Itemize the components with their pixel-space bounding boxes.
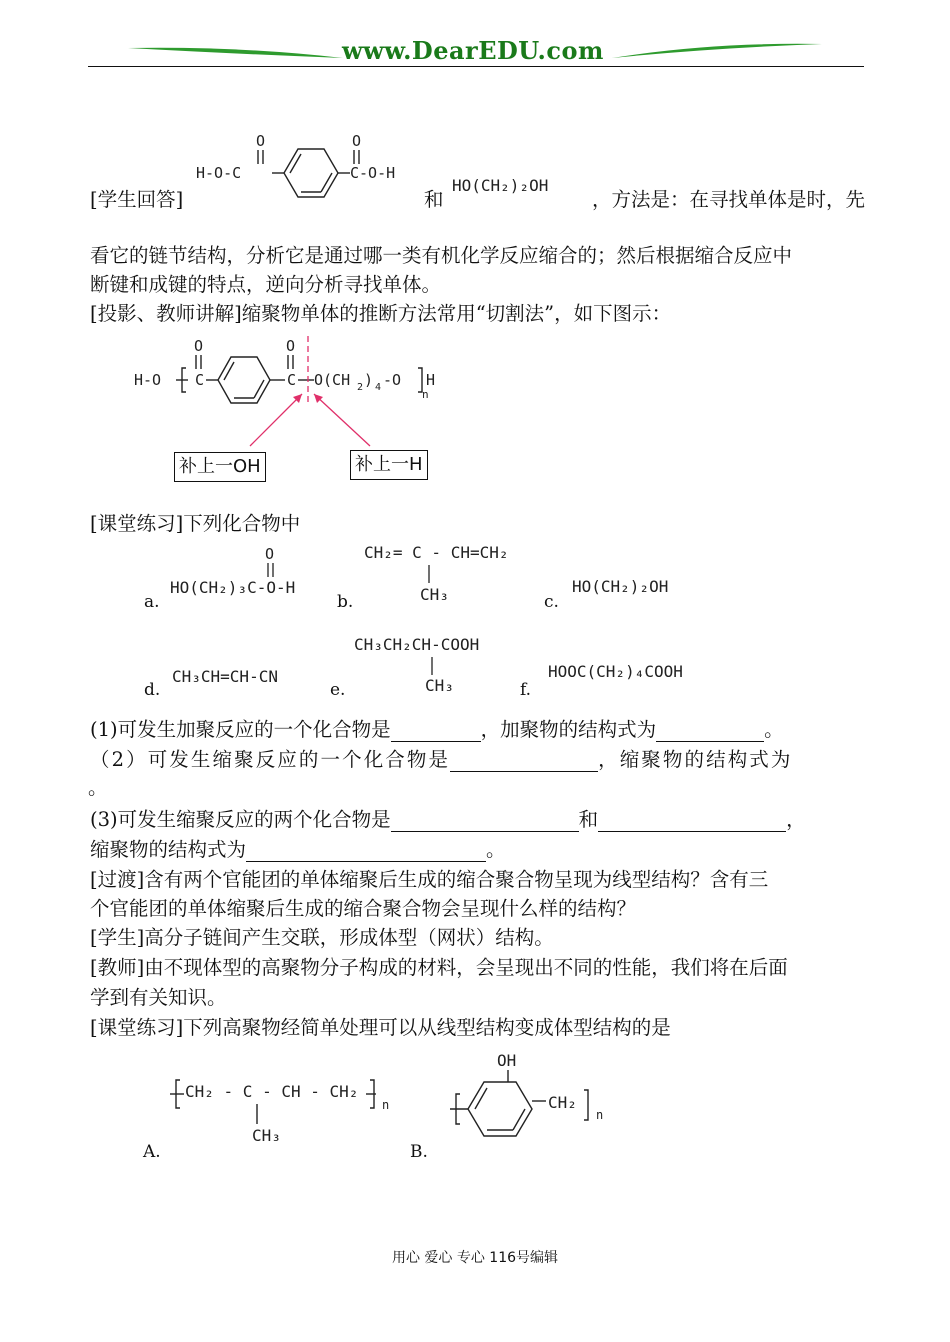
header-swoosh-right-icon <box>612 40 822 64</box>
question-3-and: 和 <box>578 808 599 831</box>
student-answer-label: [学生回答] <box>90 188 184 211</box>
svg-text:O: O <box>265 545 275 563</box>
question-2-end: 。 <box>88 776 108 799</box>
question-3-comma: ， <box>786 808 806 831</box>
teacher-paragraph: [教师]由不现体型的高聚物分子构成的材料，会呈现出不同的性能，我们将在后面 <box>90 956 788 979</box>
svg-text:H-O: H-O <box>134 371 162 389</box>
question-1-end: 。 <box>764 718 784 741</box>
choice-a-label[interactable]: A. <box>143 1142 161 1162</box>
option-b-bond <box>425 563 433 585</box>
question-3-end: 。 <box>486 838 506 861</box>
answer-blank-3a[interactable] <box>391 811 579 832</box>
question-1-text: (1)可发生加聚反应的一个化合物是 <box>90 718 391 741</box>
svg-text:O: O <box>194 337 204 355</box>
transition-paragraph: [过渡]含有两个官能团的单体缩聚后生成的缩合聚合物呈现为线型结构？含有三 <box>90 868 769 891</box>
svg-text:-O: -O <box>383 371 402 389</box>
header-rule <box>88 66 864 67</box>
svg-text:H: H <box>426 371 436 389</box>
question-3-line-2 <box>90 838 506 862</box>
add-h-box: 补上一H <box>350 450 428 480</box>
svg-text:2: 2 <box>357 382 364 393</box>
svg-text:O: O <box>286 337 296 355</box>
method-line-2: 看它的链节结构，分析它是通过哪一类有机化学反应缩合的；然后根据缩合反应中 <box>90 244 793 267</box>
question-2-text-b: ，缩聚物的结构式为 <box>598 748 793 771</box>
method-lead: ，方法是：在寻找单体是时，先 <box>592 188 866 211</box>
svg-text:C: C <box>195 371 205 389</box>
option-e-label: e. <box>330 680 346 700</box>
option-b-label: b. <box>337 592 354 612</box>
polymer-a-methyl: CH₃ <box>252 1126 281 1145</box>
question-3-text: (3)可发生缩聚反应的两个化合物是 <box>90 808 391 831</box>
option-a-carbonyl <box>262 544 282 580</box>
option-e-bond <box>428 655 436 677</box>
and-word: 和 <box>424 188 444 211</box>
option-b-methyl: CH₃ <box>420 585 449 604</box>
question-2 <box>90 748 793 772</box>
polymer-a-chain: CH₂ - C - CH - CH₂ <box>185 1082 359 1101</box>
question-1 <box>90 718 784 742</box>
svg-text:O: O <box>352 132 362 150</box>
polymer-b-n: n <box>596 1108 604 1122</box>
polymer-a-n: n <box>382 1098 390 1112</box>
terephthalic-acid-structure <box>192 128 427 212</box>
option-c-formula: HO(CH₂)₂OH <box>572 577 669 596</box>
answer-blank-1a[interactable] <box>391 721 481 742</box>
polymer-b-methylene: CH₂ <box>548 1093 577 1112</box>
site-url[interactable]: www.DearEDU.com <box>342 36 604 65</box>
polyester-cutting-diagram <box>130 334 460 450</box>
cutting-method-text: [投影、教师讲解]缩聚物单体的推断方法常用“切割法”，如下图示： <box>90 302 672 325</box>
option-f-formula: HOOC(CH₂)₄COOH <box>548 662 683 681</box>
svg-text:): ) <box>364 371 374 389</box>
question-2-text: （2）可发生缩聚反应的一个化合物是 <box>90 748 451 771</box>
answer-blank-2[interactable] <box>450 751 598 772</box>
svg-text:C-O-H: C-O-H <box>350 164 396 182</box>
transition-paragraph-2: 个官能团的单体缩聚后生成的缩合聚合物会呈现什么样的结构？ <box>90 897 637 920</box>
svg-text:C: C <box>287 371 297 389</box>
polymer-b-structure <box>446 1050 616 1155</box>
exercise-2-title: [课堂练习]下列高聚物经简单处理可以从线型结构变成体型结构的是 <box>90 1016 671 1039</box>
teacher-paragraph-2: 学到有关知识。 <box>90 986 227 1009</box>
option-a-label: a. <box>144 592 160 612</box>
monomer-ethylene-glycol: HO(CH₂)₂OH <box>452 176 549 195</box>
student-paragraph: [学生]高分子链间产生交联，形成体型（网状）结构。 <box>90 926 554 949</box>
question-1-text-b: ，加聚物的结构式为 <box>480 718 657 741</box>
polymer-b-hydroxyl: OH <box>497 1051 517 1070</box>
option-d-formula: CH₃CH=CH-CN <box>172 667 278 686</box>
svg-text:H-O-C: H-O-C <box>196 164 242 182</box>
svg-text:4: 4 <box>375 382 382 393</box>
add-oh-box: 补上一OH <box>174 452 266 482</box>
option-e-methyl: CH₃ <box>425 676 454 695</box>
answer-blank-1b[interactable] <box>656 721 764 742</box>
option-b-formula: CH₂= C - CH=CH₂ <box>364 543 509 562</box>
svg-text:O: O <box>256 132 266 150</box>
svg-text:n: n <box>422 388 429 401</box>
method-line-3: 断键和成键的特点，逆向分析寻找单体。 <box>90 273 442 296</box>
option-f-label: f. <box>520 680 532 700</box>
svg-text:O(CH: O(CH <box>314 371 351 389</box>
option-c-label: c. <box>544 592 559 612</box>
option-e-formula: CH₃CH₂CH-COOH <box>354 635 480 654</box>
option-d-label: d. <box>144 680 161 700</box>
option-a-formula: HO(CH₂)₃C-O-H <box>170 578 296 597</box>
header-swoosh-left-icon <box>128 42 343 64</box>
answer-blank-3b[interactable] <box>598 811 786 832</box>
page-footer: 用心 爱心 专心 116号编辑 <box>391 1250 559 1266</box>
answer-blank-3c[interactable] <box>246 841 486 862</box>
question-3-text-d: 缩聚物的结构式为 <box>90 838 247 861</box>
exercise-1-title: [课堂练习]下列化合物中 <box>90 512 301 535</box>
choice-b-label[interactable]: B. <box>410 1142 428 1162</box>
question-3 <box>90 808 806 832</box>
